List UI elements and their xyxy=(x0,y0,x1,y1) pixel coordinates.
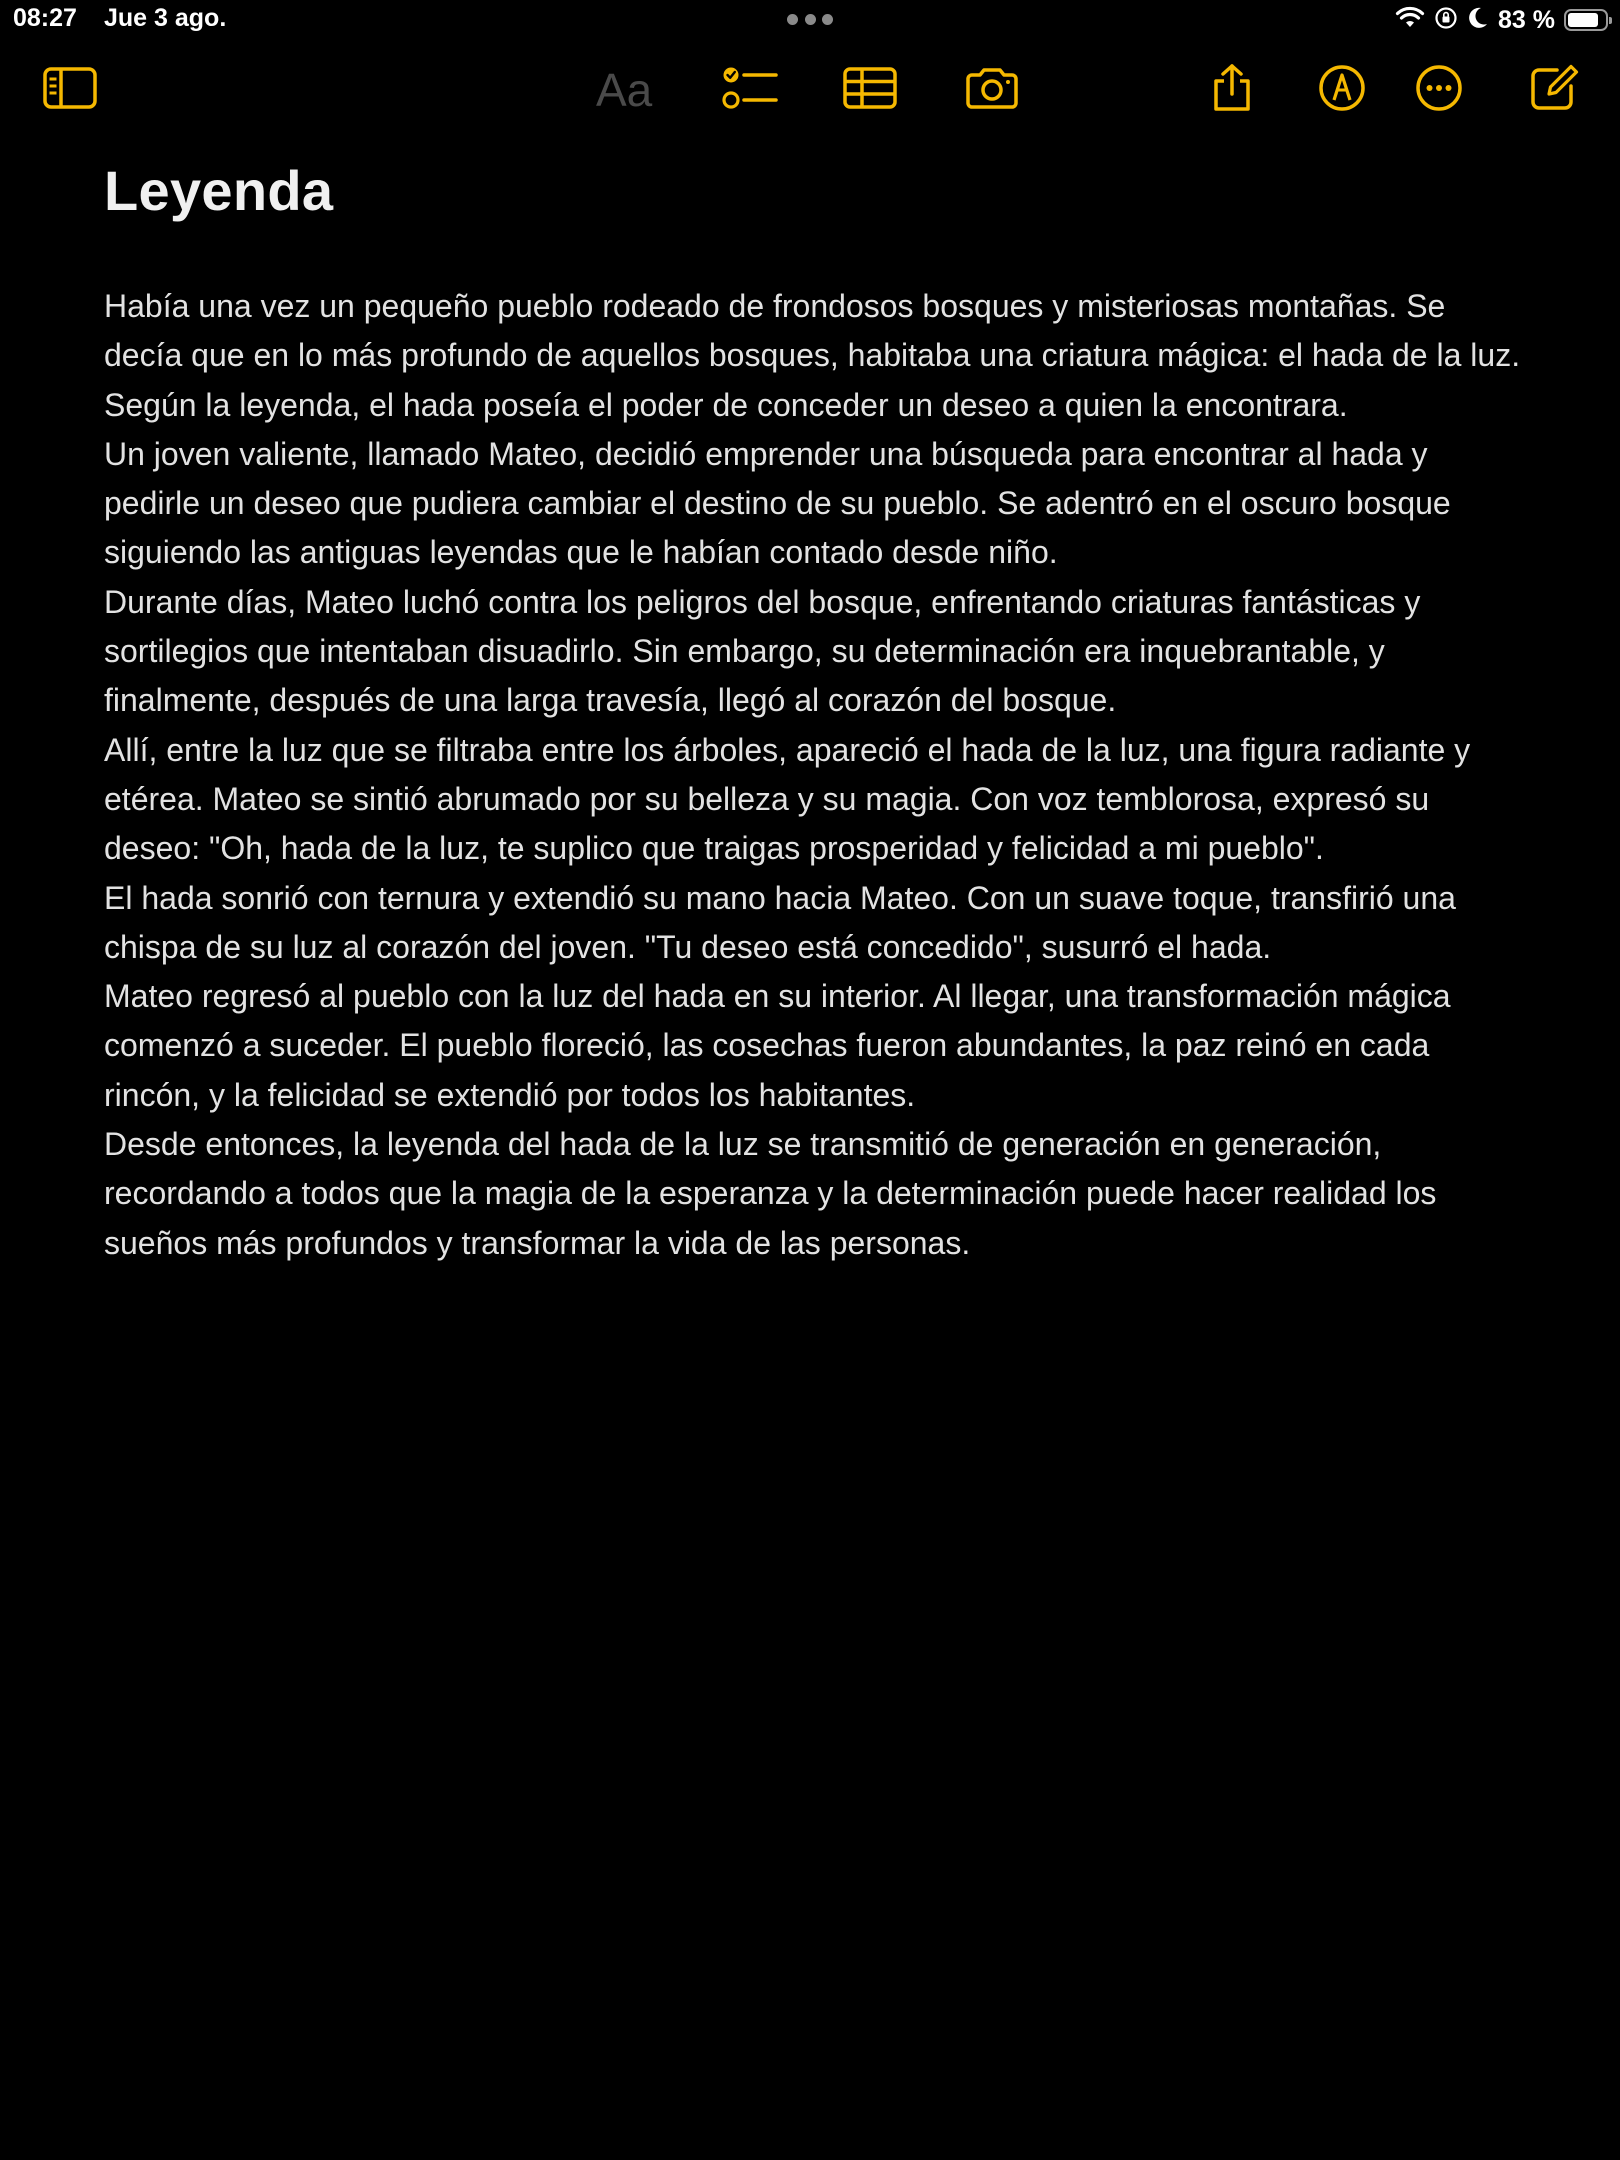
status-date: Jue 3 ago. xyxy=(104,4,227,32)
multitasking-handle[interactable] xyxy=(787,14,833,26)
sidebar-toggle-button[interactable] xyxy=(38,56,102,120)
status-time: 08:27 xyxy=(13,4,77,32)
battery-cap xyxy=(1609,17,1612,24)
share-icon xyxy=(1210,63,1254,113)
note-title[interactable]: Leyenda xyxy=(104,159,334,222)
battery-level-fill xyxy=(1568,13,1598,27)
dot-icon xyxy=(822,14,833,25)
note-paragraph: Mateo regresó al pueblo con la luz del hada en su interior. Al llegar, una transformación mágica comenzó a suceder. El pueblo floreció, las cosechas fueron abundantes, la paz reinó en cada rincón, y la felicidad se extendió por todos los habitantes. xyxy=(104,978,1451,1113)
status-indicators xyxy=(1395,3,1608,37)
orientation-lock-icon xyxy=(1434,6,1458,35)
table-icon xyxy=(843,67,897,109)
status-bar xyxy=(0,0,1620,40)
battery-icon xyxy=(1564,9,1608,31)
moon-icon xyxy=(1467,6,1489,35)
camera-button[interactable] xyxy=(960,56,1024,120)
battery-percent: 83 % xyxy=(1498,5,1555,34)
note-paragraph: El hada sonrió con ternura y extendió su mano hacia Mateo. Con un suave toque, transfirió una chispa de su luz al corazón del joven. "Tu deseo está concedido", susurró el hada. xyxy=(104,879,1456,965)
wifi-icon xyxy=(1395,6,1425,35)
format-button[interactable]: Aa xyxy=(596,64,653,116)
share-button[interactable] xyxy=(1200,56,1264,120)
compose-note-button[interactable] xyxy=(1522,56,1586,120)
note-paragraph: Había una vez un pequeño pueblo rodeado de frondosos bosques y misteriosas montañas. Se decía que en lo más profundo de aquellos bosques, habitaba una criatura mágica: el hada de la luz. Según la leyenda, el hada poseía el poder de conceder un deseo a quien la encontrara. xyxy=(104,288,1521,423)
compose-icon xyxy=(1529,64,1579,112)
sidebar-toggle-icon xyxy=(43,67,97,109)
checklist-icon xyxy=(722,65,778,111)
note-paragraph: Desde entonces, la leyenda del hada de la luz se transmitió de generación en generación, recordando a todos que la magia de la esperanza y la determinación puede hacer realidad los sueños más profundos y transformar la vida de las personas. xyxy=(104,1126,1437,1261)
note-paragraph: Allí, entre la luz que se filtraba entre los árboles, apareció el hada de la luz, una figura radiante y etérea. Mateo se sintió abrumado por su belleza y su magia. Con voz temblorosa, expresó su deseo: "Oh, hada de la luz, te suplico que traigas prosperidad y felicidad a mi pueblo". xyxy=(104,731,1471,867)
table-button[interactable] xyxy=(838,56,902,120)
more-icon xyxy=(1415,64,1463,112)
dot-icon xyxy=(805,14,816,25)
note-body[interactable] xyxy=(104,282,1524,1268)
note-paragraph: Un joven valiente, llamado Mateo, decidió emprender una búsqueda para encontrar al hada y pedirle un deseo que pudiera cambiar el destino de su pueblo. Se adentró en el oscuro bosque siguiendo las antiguas leyendas que le habían contado desde niño. xyxy=(104,435,1451,571)
markup-button[interactable] xyxy=(1310,56,1374,120)
notes-toolbar xyxy=(0,56,1620,126)
markup-icon xyxy=(1318,64,1366,112)
checklist-button[interactable] xyxy=(718,56,782,120)
more-options-button[interactable] xyxy=(1407,56,1471,120)
camera-icon xyxy=(964,67,1020,109)
dot-icon xyxy=(787,14,798,25)
note-paragraph: Durante días, Mateo luchó contra los peligros del bosque, enfrentando criaturas fantásticas y sortilegios que intentaban disuadirlo. Sin embargo, su determinación era inquebrantable, y finalmente, después de una larga travesía, llegó al corazón del bosque. xyxy=(104,583,1421,719)
